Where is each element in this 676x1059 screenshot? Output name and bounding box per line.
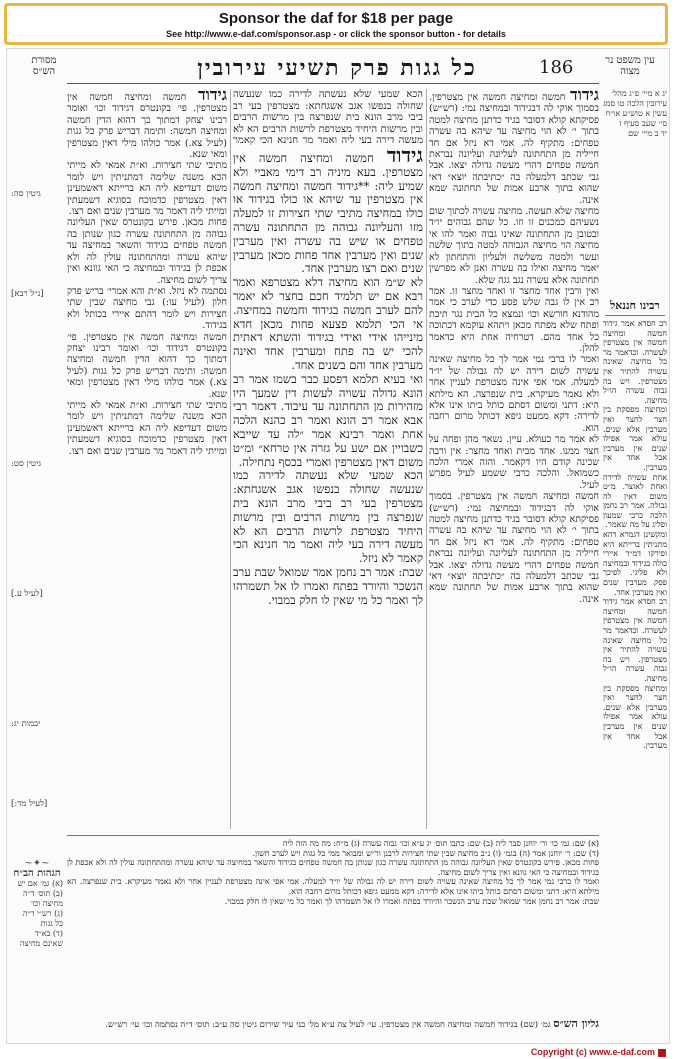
footnote-rule [67,835,599,836]
chananel-paragraph: אחת עשויה לדירה ואחת לאוצר. מ״ט משום דאין לה גבולה. אמר רב נחמן הלכה כרבי שמעון ופליג על מה שאמר. [603,472,667,530]
copyright-text[interactable]: Copyright (c) www.e-daf.com [530,1047,655,1057]
page-number: 186 [539,57,574,78]
margin-note-3: גיטין סט: [11,459,42,469]
hagahot-line: (א) גמ׳ אם יש [17,879,63,888]
tosafot-paragraph: חמשה ומחיצה חמשה אין מצטרפין. פי׳ בקונטרס דגידוד וכו׳ ואומר רבינו יצחק דמתוך כך דהוא הדין חמשה ומחיצה חמשה: ותימה דבריש פרק כל גגות (לעיל צא.) אמר כולהו מילי דאין מצטרפין ומאי שנא. [67,92,227,161]
tosafot-paragraph: פחות מכאן. פירש בקונטרס שאין העליונה גבוהה מן התחתונה עשרה כגון שנותן בה חמשה טפחים בגידוד והשאר במחיצה עד שיהא עשרה ומהתחתונה עולין לה ולא אכפת לן בגידוד ובמחיצה כי האי גוונא ואין צריך לשום מחיצה. [67,217,227,286]
rabbeinu-chananel-heading: רבינו חננאל [610,299,660,312]
page-title: כל גגות פרק תשיעי עירובין [197,55,477,81]
rashi-paragraph: חמשה ומחיצה חמשה אין מצטרפין. בסמוך אוקי לה דבגידוד ובמחיצה נמי: (רש״ש) פסיקתא קולא דסובר בגיד כדתנן מחיצה למטה בתוך י׳ לא הוי מחיצה עד שיהא בה עשרה טפחים: מתקיף לה. אמי דא ניזל אם חד חייליה מן התחתונה לעליונה ועליונה נבראת חמשה טפחים דהרי מעשה גדולה יצאו. אבל גבי שכתב דלמעלה בה ״כתיבתה יוצא״ דאי שהוא בתוך ארבע אמות של תחתונה שמא אינה. [429,92,599,206]
rashi-paragraph: ואמר לו ברבי נמי אמר לך כל מחיצה שאינה עשויה לשום דירה יש לה גבולה של יו״ד למעלה. אמי אפי אינה מצטרפת לעניין אחר ולא נאמר מעיקרא. בית שנפרצה. הא מילתא היא: דתני ומשום דסתם כותל ביתו אינו אלא לדירה: דקא ממעט גיפא דכותל מרום רחבה הוא. [429,354,599,434]
tosafot-paragraph: נסתמה לא ניזל. וא״ת והא אמרי׳ בריש פרק חלון (לעיל עו:) גבי מחיצה שבין שתי חצירות ויש לומר דהתם איירי בכותל ולא בגידוד. [67,285,227,332]
rashi-paragraph: מחיצה שלא תעשה. מחיצה עשויה לכתוך שום נשעיהם כמכנים זו וזו. כל שהם גבוהים יו״ד ובטובן מן התחתונה שאינו גבוה ואמר להו אי מחיצה הוי מחיצה הגבוהה למטה בתוך שלשה ועשר ולמטה משלשה ולעליון והתחתון לא יאמר מחיצה ואילו בה עשרה ואנן לא מפרשין תחתונה אלא עשרה נגב גגה שלא. [429,206,599,286]
chananel-paragraph: ומקשינן דגמרא דהא מתניתין ברייתא היא ופירקו דמ״ד איירי כולה בגידוד ובמחיצה ולא פליגי. לפיכך פסק מערבין שנים ואין מערבין אחד. [603,530,667,597]
tosafot-paragraph: מתיבי שתי חצירות. וא״ת אמאי לא מייתי הכא משנה שלימה דמתניתין ויש לומר משום דעדיפא ליה הא ברייתא דאשמעינן דאין מצטרפין כדמוכח בסוגיא דשמעתין ומייתי ליה דאמר מר מערבין שנים ואם רצו. [67,160,227,218]
hagahot-line: שאינם מחיצה [19,939,63,948]
rashi-paragraph: לא אמר מר כעולא. עיין. נשאר מהן ופחה על חצר ממנו. אחד מבית ואחד מחצר: אין ורבה שכינה קודם היו דקאמר. והזה אמרי הלכה כשמואל. והלכה כרבי ששמע לעיל מפרש לעיל. [429,434,599,491]
footnote: ואמר לו ברבי נמי אמר לך כל מחיצה שאינה עשויה לשום דירה יש לה גבולה של יו״ד למעלה. אמי אפי אינה מצטרפת לעניין אחר ולא נאמר מעיקרא. בית שנפרצה. הא מילתא היא: דתני ומשום דסתם כותל ביתו אינו אלא לדירה: דקא ממעט גיפא דכותל מרום רחבה הוא. [67,877,599,896]
chananel-paragraph: ומחיצה מפסקת בין חצר לחצר ואין מערבין אלא שנים. עולא אמר אפילו שנים אין מערבין אבל אחד אין מערבין. [603,405,667,472]
chananel-paragraph: רב חסדא אמר גידוד חמשה ומחיצה חמשה אין מצטרפין לעשרה. וכדאמר מר כל מחיצה שאינה עשויה להתיר אין מצטרפין. ויש בה גבוה עשרה הו״ל מחיצה. [603,319,667,405]
sponsor-banner[interactable] [4,3,668,45]
rashi-paragraph: ואין ורבין אחד מחצר זו ואחד מחצר זו. אמר רב אין לו גבה שלש פסע כדי לערב כי אמר מהודנא חורשא וכו׳ ונמצא כל הבית נגר תיבת ופתח שלא מפתח מכאן ויתהא עוקמא דכתוכה כל אחד מהם. דטרחיה אחת היא כדאמר להלן. [429,285,599,354]
hagahot-line: (ב) תוס׳ ד״ה [23,889,63,898]
talmud-page [6,48,670,1044]
gemara-top-band [233,89,423,147]
header-rule [67,83,599,84]
page-header [7,55,669,81]
rabbeinu-chananel-column [603,319,667,1009]
sponsor-headline: Sponsor the daf for $18 per page [218,10,454,27]
tosafot-column [67,89,227,829]
gemara-paragraph: שבת: אמר רב נחמן אמר שמואל שבת ערב הנשכר והיורד בפתח ואמרו לו אל תשמרהו לך ואמר כל מי שאין לו חלק במבוי. [233,564,423,607]
gilyon-hashas [67,1019,599,1037]
sponsor-subline[interactable]: See http://www.e-daf.com/sponsor.asp - or click the sponsor button - for details [166,29,506,39]
margin-note-6: [לעיל מד:] [11,799,48,809]
copyright-link[interactable] [531,1047,666,1057]
hagahot-line: מחיצה וכו׳ [30,899,63,908]
masoret-hashas-label: מסורת הש״ס [31,55,57,77]
hagahot-line: (ד) בא״ד [34,929,63,938]
ein-mishpat-box [603,89,667,289]
flourish-divider: ~✦~ [24,859,50,869]
footnote: שבת: אמר רב נחמן אמר שמואל שבת ערב הנשכר והיורד בפתח ואמרו לו אל תשמרהו לך ואמר כל מי שאין לו חלק במבוי. [224,896,599,906]
gilyon-label: גליון הש״ס [553,1019,599,1030]
footnote: (ד) שם: ר׳ יוחנן אמר (ה) בגמ׳ (ו) נ״ב מחיצה שבין שתי חצירות לרבנן ור״ש ומבואר ממי כל גגות ויש לערב חשון. [252,848,599,858]
gemara-dibbur: גידוד [386,149,423,167]
chananel-paragraph: ומחיצה מפסקת בין חצר לחצר ואין מערבין אלא שנים. עולא אמר אפילו שנים אין מערבין אבל אחד אין מערבין. [603,683,667,751]
margin-note-5: יבמות יג: [11,719,41,729]
gemara-paragraph: הכא שמעי שלא נעשתה לדירה כמו שנעשה שחולה בנפשו אגב אשגחתא: מצטרפין בעי רב ביבי מרב הונא בית שנפרצה בין מרשות הרבים ובין מרשות היחיד מצטרפת לרשות הרבים הא לא מעשה דירה בעי ליה ואמר מר חנינא הכי קאמר לא ניזל. [233,468,423,566]
rashi-dibbur: גידוד [570,89,599,104]
hagahot-box [11,859,63,1009]
tosafot-dibbur: גידוד [198,89,227,104]
margin-note-1: גיטין סה: [11,189,41,199]
gemara-paragraph: הכא שמעי שלא נעשתה לדירה כמו שנעשה שחולה בנפשו אגב אשגחתא: מצטרפין בעי רב ביבי מרב הונא בית שנפרצה בין מרשות הרבים ובין מרשות היחיד מצטרפת לרשות הרבים הא לא מעשה דירה בעי ליה ואמר מר חנינא הכי קאמר [233,89,423,146]
tosafot-paragraph: מתיבי שתי חצירות. וא״ת אמאי לא מייתי הכא משנה שלימה דמתניתין ויש לומר משום דעדיפא ליה הא ברייתא דאשמעינן דאין מצטרפין כדמוכח בסוגיא דשמעתין ומייתי ליה דאמר מר מערבין שנים ואם רצו. [67,399,227,457]
footnotes-block [67,839,599,1007]
ein-mishpat-entry: יג א מיי׳ פ״ג מהל׳ עירובין הלכה טו סמג עשין א טוש״ע או״ח סי׳ שעב סעיף ז [603,89,667,128]
tosafot-paragraph: חמשה ומחיצה חמשה אין מצטרפין. פי׳ בקונטרס דגידוד וכו׳ ואומר רבינו יצחק דמתוך כך דהוא הדין חמשה ומחיצה חמשה: ותימה דבריש פרק כל גגות (לעיל צא.) אמר כולהו מילי דאין מצטרפין ומאי שנא. [67,331,227,400]
column-divider [230,89,231,829]
gilyon-text: גמ׳ (שם) בגידוד חמשה ומחיצה חמשה אין מצטרפין. עי׳ לעיל צה ע״א מל׳ בני עיר שירום גיטין סה ע״ב: תוס׳ ד״ה נסתמה וכו׳ עי׳ רש״ש. [105,1020,551,1030]
margin-note-4: [לעיל ע.] [11,589,43,599]
rashi-column [429,89,599,829]
ein-mishpat-label: עין משפט נר מצוה [605,55,655,77]
ein-mishpat-entry: יד ב מיי׳ שם [628,129,667,138]
footnote: (א) שם: גמ׳ כו׳ ור׳ יוחנן סבר ליה (ב) שם: כתבו תוס׳ יג ע״א וכו׳ גבוה עשרה (ג) מ״ח: מה מה הוה ליה [282,839,599,848]
rashi-paragraph: חמשה ומחיצה חמשה אין מצטרפין. בסמוך אוקי לה דבגידוד ובמחיצה נמי: (רש״ש) פסיקתא קולא דסובר בגיד כדתנן מחיצה למטה בתוך י׳ לא הוי מחיצה עד שיהא בה עשרה טפחים: מתקיף לה. אמי דא ניזל אם חד חייליה מן התחתונה לעליונה ועליונה נבראת חמשה טפחים דהרי מעשה גדולה יצאו. אבל גבי שכתב דלמעלה בה ״כתיבתה יוצא״ דאי שהוא בתוך ארבע אמות של תחתונה שמא אינה. [429,491,599,605]
hagahot-line: (ג) רש״י ד״ה [22,909,63,918]
gemara-paragraph: חמשה ומחיצה חמשה אין מצטרפין. בעא מיניה רב דימי מאביי ולא שמיע ליה: **גידוד חמשה ומחיצה חמשה אין מצטרפין עד שיהא או כולו בגידוד או כולו במחיצה מתיבי שתי חצירות זו למעלה מזו והעליונה גבוהה מן התחתונה עשרה טפחים או שיש בה עשרה ואין מערבין שנים ואין מערבין אחד פחות מכאן מערבין שנים ואם רצו מערבין אחד. [233,151,423,276]
gemara-paragraph: ואי בעיא תלמא דפסע כבר בשמו אמר רב הונא גדולה עשויה לעשות דין שמעך היו מזהירות מן התחתונה עד עיבוד. דאמר רבי אבא אמר רב הונא ואמר רב כהנא הלכה אחת ואמר רבינא אמר ״לה עד שייבא כשבויין אם ישע על גזרה אין טרחא״ ומ״ט משום דאין מצטרפין ואמרי בכסף נתחילה. [233,371,423,469]
gemara-paragraph: לא ש״מ הוא מחיצה דלא מצטרפא ואמר רבא אם יש תלמיד חכם בחצר לא יאמר להם לערב חמשה בגידוד וחמשה במחיצה. אי הכי תלמא פצעא פחות מכאן חדא מינייהו אידי ואידי בגידוד והשתא דאתית להכי יש בה פתח ומערבין אחד ואינה מערבין אחד והם בשנים אחד. [233,275,423,372]
column-divider [426,89,427,829]
gemara-column [233,149,423,829]
margin-note-2: [נ״ל רבא] [11,289,44,299]
chananel-paragraph: רב חסדא אמר גידוד חמשה ומחיצה חמשה אין מצטרפין לעשרה. וכדאמר מר כל מחיצה שאינה עשויה להתיר אין מצטרפין. ויש בה גבוה עשרה הו״ל מחיצה. [603,597,667,683]
heading-rule [605,315,665,316]
left-margin [11,89,63,869]
hagahot-label: הגהות הב״ח [13,868,61,879]
footnote: פחות מכאן. פירש בקונטרס שאין העליונה גבוהה מן התחתונה עשרה כגון שנותן בה חמשה טפחים בגידוד והשאר במחיצה עד שיהא עשרה ומהתחתונה עולין לה ולא אכפת לן בגידוד ובמחיצה כי האי גוונא ואין צריך לשום מחיצה. [67,858,599,877]
hagahot-line: כל גגות [40,919,63,928]
copyright-icon [658,1049,666,1057]
